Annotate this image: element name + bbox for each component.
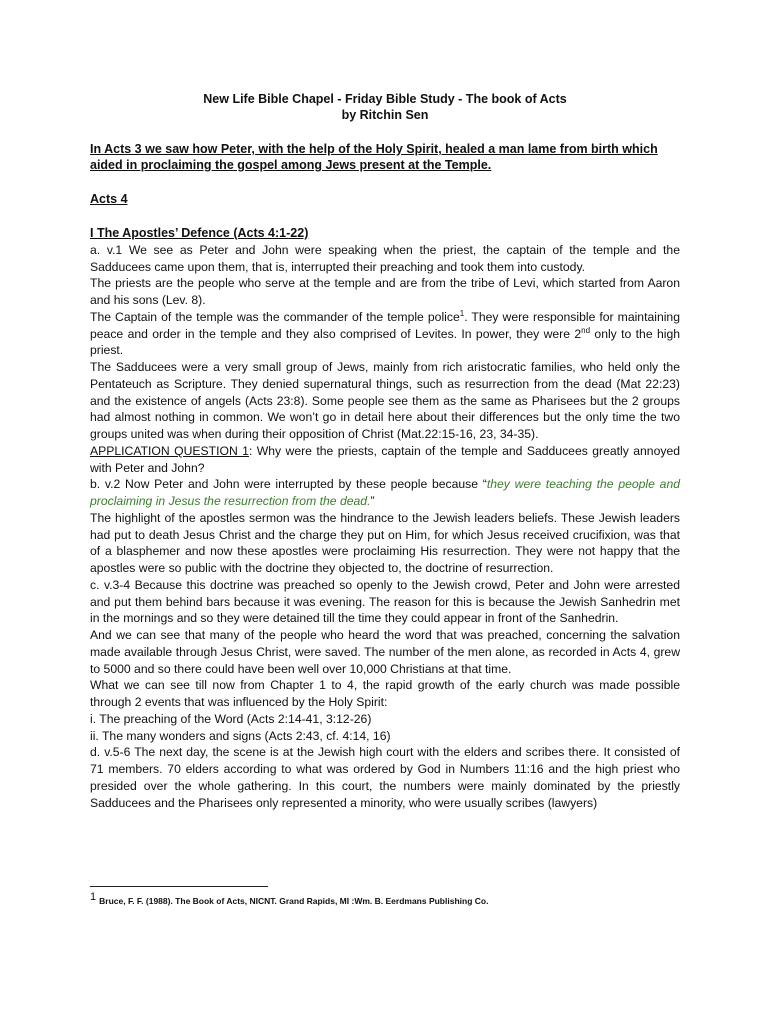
chapter-heading: Acts 4 (90, 192, 128, 206)
section-heading: I The Apostles’ Defence (Acts 4:1-22) (90, 226, 309, 240)
scripture-quote: they were teaching the people and proclaiming in Jesus the resurrection from the dead. (90, 477, 680, 509)
captain-text-3: only to the high priest. (90, 326, 681, 358)
captain-text-1: The Captain of the temple was the commander of the temple police (90, 309, 460, 324)
footnote (90, 891, 489, 908)
application-question-text: : Why were the priests, captain of the temple and Sadducees greatly annoyed with Peter and John? (90, 443, 680, 475)
document-body (90, 242, 680, 812)
paragraph-c: c. v.3-4 Because this doctrine was preached so openly to the Jewish crowd, Peter and John were arrested and put them behind bars because it was evening. The reason for this is because the Jewish Sanhedrin met in the mornings and so they were detained till the time they could appear in front of the Sanhedrin. (90, 577, 680, 626)
title-line-2-author: by Ritchin Sen (341, 108, 429, 122)
paragraph-sermon-highlight: The highlight of the apostles sermon was the hindrance to the Jewish leaders beliefs. These Jewish leaders had put to death Jesus Christ and the charge they put on Him, for which Jesus received crucifixion, was that of a blasphemer and now these apostles were proclaiming His resurrection. They were not happy that the apostles were so public with the doctrine they objected to, the doctrine of resurrection. (90, 510, 680, 576)
title-line-1: New Life Bible Chapel - Friday Bible Study - The book of Acts (203, 92, 567, 106)
paragraph-d: d. v.5-6 The next day, the scene is at the Jewish high court with the elders and scribes there. It consisted of 71 members. 70 elders according to what was ordered by God in Numbers 11:16 and the high priest who presided over the whole gathering. In this court, the numbers were mainly dominated by the priestly Sadducees and the Pharisees only represented a minority, who were usually scribes (lawyers) (90, 745, 680, 810)
ordinal-suffix: nd (581, 325, 591, 335)
intro-paragraph: In Acts 3 we saw how Peter, with the help of the Holy Spirit, healed a man lame from birth which aided in proclaiming the gospel among Jews present at the Temple. (90, 142, 658, 172)
footnote-divider (90, 886, 268, 887)
document-title (90, 91, 680, 123)
footnote-reference: 1 (459, 308, 465, 318)
paragraph-two-events: What we can see till now from Chapter 1 to 4, the rapid growth of the early church was made possible through 2 events that was influenced by the Holy Spirit: (90, 678, 680, 710)
application-question-1 (90, 443, 680, 477)
paragraph-captain (90, 309, 680, 359)
paragraph-sadducees: The Sadducees were a very small group of Jews, mainly from rich aristocratic families, who held only the Pentateuch as Scripture. They denied supernatural things, such as resurrection from the dead (Mat 22:23) and the existence of angels (Acts 23:8). Some people see them as the same as Pharisees but the 2 groups had almost nothing in common. We won’t go in detail here about their differences but the only time the two groups united was when during their opposition of Christ (Mat.22:15-16, 23, 34-35). (90, 360, 680, 442)
list-item-wonders: ii. The many wonders and signs (Acts 2:43, cf. 4:14, 16) (90, 728, 391, 743)
application-question-label: APPLICATION QUESTION 1 (90, 443, 249, 458)
paragraph-priests: The priests are the people who serve at the temple and are from the tribe of Levi, which started from Aaron and his sons (Lev. 8). (90, 276, 680, 308)
paragraph-growth: And we can see that many of the people who heard the word that was preached, concerning the salvation made available through Jesus Christ, were saved. The number of the men alone, as recorded in Acts 4, grew to 5000 and so there could have been well over 10,000 Christians at that time. (90, 628, 680, 676)
paragraph-a: a. v.1 We see as Peter and John were speaking when the priest, the captain of the temple and the Sadducees came upon them, that is, interrupted their preaching and took them into custody. (90, 242, 680, 274)
footnote-marker: 1 (90, 891, 97, 904)
paragraph-b-text: b. v.2 Now Peter and John were interrupted by these people because “ (90, 477, 487, 492)
footnote-text: Bruce, F. F. (1988). The Book of Acts, NICNT. Grand Rapids, MI :Wm. B. Eerdmans Publishing Co. (99, 896, 489, 906)
list-item-preaching: i. The preaching of the Word (Acts 2:14-41, 3:12-26) (90, 711, 372, 726)
quote-close: ” (370, 494, 375, 509)
captain-text-2: . They were responsible for maintaining peace and order in the temple and they also comprised of Levites. In power, they were 2 (90, 309, 680, 341)
paragraph-b (90, 476, 680, 510)
